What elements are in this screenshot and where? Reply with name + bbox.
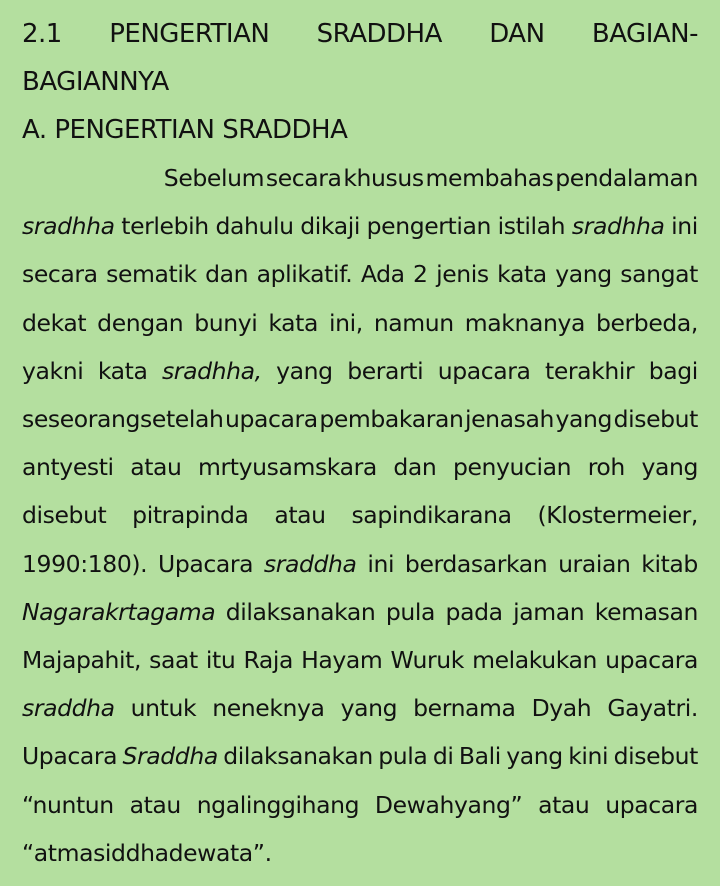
italic-term: sradhha [22,212,115,241]
paragraph-word: dengan [97,308,184,337]
paragraph-word: Gayatri. [607,694,698,723]
paragraph-word: yang [340,694,398,723]
paragraph-word: jaman [513,597,585,626]
heading-word: SRADDHA [316,19,442,49]
paragraph-word: khusus [343,164,424,192]
paragraph-word: upacara [224,405,318,434]
paragraph-word: (Klostermeier, [537,501,698,530]
paragraph-word: kitab [641,549,698,578]
paragraph-line [22,540,698,588]
heading-word: BAGIAN- [591,19,698,49]
italic-term: Nagarakrtagama [22,597,216,626]
paragraph-line [22,781,698,829]
paragraph-word: upacara [605,790,698,819]
paragraph-word: Sebelum [163,164,265,192]
paragraph-word: pembakaran [319,405,464,434]
paragraph-word: jenis [436,260,489,289]
paragraph-word: atau [274,501,326,530]
paragraph-word: melakukan [472,646,598,675]
paragraph-line [22,154,698,202]
paragraph-word: uraian [558,549,631,578]
paragraph-line [22,250,698,298]
paragraph-word: Majapahit, [22,646,142,675]
paragraph-word: pendalaman [555,164,698,192]
paragraph-word: bernama [413,694,516,723]
paragraph-word: untuk [130,694,197,723]
paragraph-word: pengertian [366,212,491,241]
paragraph-word: kata [97,356,148,385]
paragraph-line [22,636,698,684]
paragraph-word: dan [205,260,249,289]
paragraph-word: Upacara [22,742,118,771]
paragraph-line [22,443,698,491]
paragraph-word: Dewahyang” [374,790,523,819]
paragraph-word: istilah [497,212,566,241]
paragraph-word: yang [506,742,563,771]
paragraph-word: “atmasiddhadewata”. [22,838,272,867]
paragraph-word: kata [268,308,319,337]
paragraph-word: yang [276,356,333,385]
paragraph-word: disebut [613,742,698,771]
paragraph-word: sangat [620,260,698,289]
paragraph-word: dahulu [215,212,294,241]
paragraph-word: dikaji [300,212,360,241]
paragraph-word: sematik [106,260,197,289]
paragraph-word: saat [149,646,198,675]
paragraph-word: upacara [437,356,531,385]
paragraph-word: Hayam [301,646,383,675]
paragraph-word: ini [367,549,395,578]
paragraph-word: Raja [243,646,294,675]
italic-term: sraddha [22,694,115,723]
paragraph-word: yang [555,405,613,434]
paragraph-indent [22,154,162,202]
paragraph-word: kini [568,742,609,771]
paragraph-word: seseorangsetelah [22,405,224,434]
paragraph-word: atau [538,790,590,819]
paragraph-word: neneknya [212,694,325,723]
paragraph-word: pula [385,597,436,626]
paragraph-word: dekat [22,308,87,337]
paragraph-word: kemasan [594,597,698,626]
paragraph-word: Wuruk [390,646,464,675]
paragraph-line [22,299,698,347]
paragraph-word: 2 [413,260,428,289]
paragraph-word: penyucian [452,453,572,482]
heading-word: 2.1 [22,19,62,49]
paragraph-word: roh [587,453,625,482]
paragraph-word: berarti [347,356,424,385]
paragraph-word: pada [445,597,503,626]
paragraph-word: atau [129,790,181,819]
paragraph-word: disebut [613,405,698,434]
subheading: A. PENGERTIAN SRADDHA [22,115,348,145]
paragraph-word: secara [22,260,98,289]
paragraph-word: itu [205,646,236,675]
paragraph-word: upacara [605,646,698,675]
paragraph-word: pitrapinda [132,501,249,530]
paragraph-word: 1990:180). [22,549,148,578]
paragraph-word: dan [393,453,437,482]
paragraph-word: Upacara [158,549,254,578]
paragraph-word: berbeda, [595,308,698,337]
section-heading [22,10,698,58]
paragraph-word: terlebih [121,212,209,241]
heading-word: DAN [489,19,545,49]
paragraph-word: ini, [329,308,363,337]
paragraph-word: terakhir [545,356,635,385]
paragraph-word: disebut [22,501,107,530]
paragraph-word: “nuntun [22,790,114,819]
paragraph-word: Bali [458,742,501,771]
paragraph-word: Ada [360,260,405,289]
italic-term: sraddha [263,549,357,578]
paragraph-line [22,684,698,732]
paragraph-word: di [432,742,454,771]
paragraph-word: namun [373,308,454,337]
paragraph-word: yakni [22,356,84,385]
paragraph-line [22,395,698,443]
paragraph-word: mrtyusamskara [198,453,377,482]
paragraph-word: yang [641,453,698,482]
paragraph-line [22,202,698,250]
paragraph-line [22,347,698,395]
paragraph-word: dilaksanakan [225,597,376,626]
paragraph-word: yang [555,260,612,289]
paragraph-word: Dyah [531,694,592,723]
section-heading-continued: BAGIANNYA [22,67,169,97]
paragraph-word: antyesti [22,453,114,482]
paragraph-word: bagi [648,356,698,385]
paragraph-line [22,732,698,780]
paragraph-word: jenasah [464,405,555,434]
paragraph-word: berdasarkan [404,549,548,578]
italic-term: Sraddha [122,742,218,771]
paragraph-line [22,491,698,539]
paragraph-word: membahas [425,164,554,192]
paragraph-word: pula [378,742,428,771]
paragraph-word: atau [130,453,182,482]
paragraph-word: secara [265,164,342,192]
paragraph-word: dilaksanakan [223,742,373,771]
paragraph-word: ini [671,212,698,241]
heading-word: PENGERTIAN [109,19,270,49]
paragraph-word: aplikatif. [256,260,353,289]
paragraph-word: maknanya [464,308,585,337]
document-page [22,10,698,877]
paragraph-word: ngalinggihang [196,790,360,819]
italic-term: sradhha, [161,356,262,385]
paragraph-word: bunyi [194,308,258,337]
italic-term: sradhha [571,212,665,241]
paragraph-line [22,829,698,877]
paragraph-word: kata [497,260,547,289]
paragraph-line [22,588,698,636]
paragraph-word: sapindikarana [351,501,512,530]
body-paragraph [22,154,698,877]
